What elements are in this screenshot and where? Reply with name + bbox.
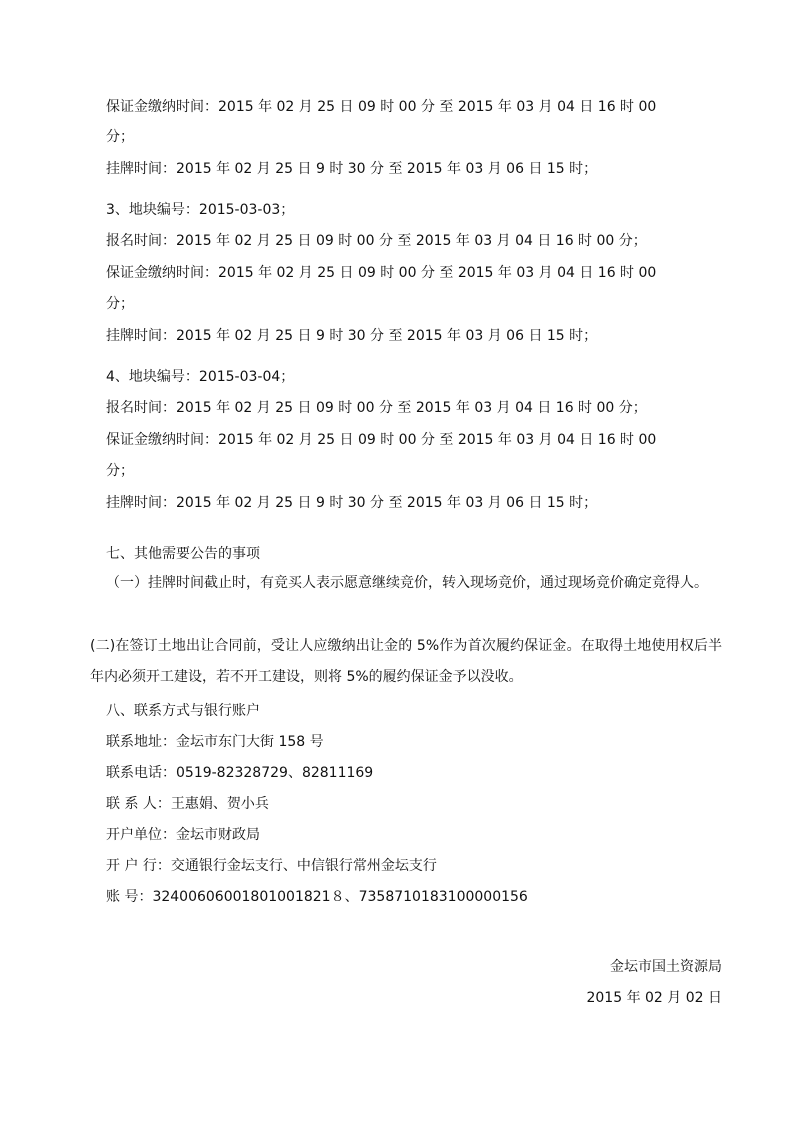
section-7-heading: 七、其他需要公告的事项 (106, 546, 260, 562)
parcel-3-listing-time: 挂牌时间：2015 年 02 月 25 日 9 时 30 分 至 2015 年 03 月 06 日 15 时； (106, 328, 598, 344)
issue-date: 2015 年 02 月 02 日 (586, 990, 722, 1006)
parcel-3-registration-time: 报名时间：2015 年 02 月 25 日 09 时 00 分 至 2015 年 03 月 04 日 16 时 00 分； (106, 233, 647, 249)
deposit-time-line: 保证金缴纳时间：2015 年 02 月 25 日 09 时 00 分 至 2015 年 03 月 04 日 16 时 00 (106, 99, 657, 115)
parcel-4-listing-time: 挂牌时间：2015 年 02 月 25 日 9 时 30 分 至 2015 年 03 月 06 日 15 时； (106, 495, 598, 511)
parcel-3-deposit-time: 保证金缴纳时间：2015 年 02 月 25 日 09 时 00 分 至 2015 年 03 月 04 日 16 时 00 (106, 265, 657, 281)
section-7-paragraph-2: (二)在签订土地出让合同前，受让人应缴纳出让金的 5%作为首次履约保证金。在取得土地使用权后半年内必须开工建设，若不开工建设，则将 5%的履约保证金予以没收。 (90, 638, 722, 685)
contact-phone: 联系电话：0519-82328729、82811169 (106, 765, 374, 781)
parcel-3-deposit-time-wrap: 分； (106, 296, 134, 312)
parcel-4-registration-time: 报名时间：2015 年 02 月 25 日 09 时 00 分 至 2015 年 03 月 04 日 16 时 00 分； (106, 400, 647, 416)
contact-person: 联 系 人：王惠娟、贺小兵 (106, 796, 269, 812)
listing-time-line: 挂牌时间：2015 年 02 月 25 日 9 时 30 分 至 2015 年 03 月 06 日 15 时； (106, 161, 598, 177)
account-unit: 开户单位：金坛市财政局 (106, 827, 260, 843)
deposit-time-wrap: 分； (106, 129, 134, 145)
parcel-4-title: 4、地块编号：2015-03-04； (106, 369, 295, 385)
parcel-4-deposit-time: 保证金缴纳时间：2015 年 02 月 25 日 09 时 00 分 至 2015 年 03 月 04 日 16 时 00 (106, 432, 657, 448)
contact-address: 联系地址：金坛市东门大街 158 号 (106, 734, 324, 750)
section-8-heading: 八、联系方式与银行账户 (106, 703, 260, 719)
bank-name: 开 户 行：交通银行金坛支行、中信银行常州金坛支行 (106, 858, 437, 874)
parcel-3-title: 3、地块编号：2015-03-03； (106, 202, 295, 218)
account-number: 账 号：32400606001801001821８、7358710183100000156 (106, 889, 528, 905)
issuing-organization: 金坛市国土资源局 (610, 959, 722, 975)
parcel-4-deposit-time-wrap: 分； (106, 463, 134, 479)
section-7-paragraph-1: （一）挂牌时间截止时，有竞买人表示愿意继续竞价，转入现场竞价，通过现场竞价确定竞得人。 (106, 575, 708, 591)
